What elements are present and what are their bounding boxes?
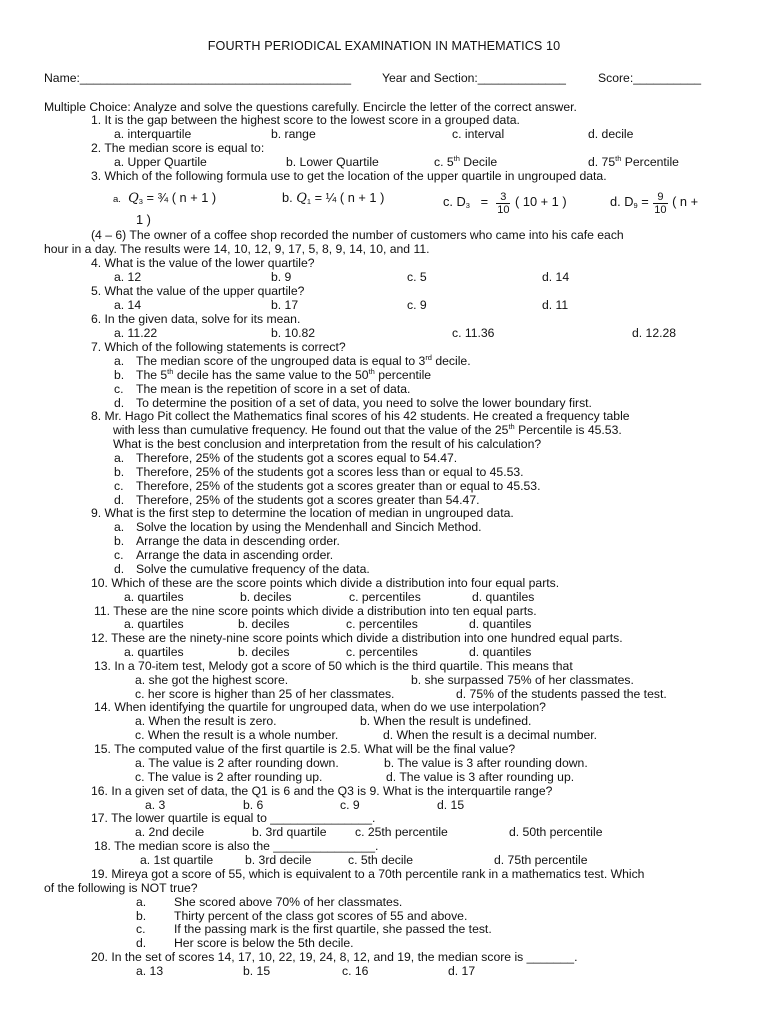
q8-option-d-letter: d. [114, 493, 125, 507]
q1-option-a: a. interquartile [114, 127, 192, 141]
q7-option-b-letter: b. [114, 368, 125, 382]
q14-option-b: b. When the result is undefined. [360, 714, 532, 728]
question-19-line-1: 19. Mireya got a score of 55, which is equivalent to a 70th percentile rank in a mathematics test. Which [91, 867, 645, 881]
q8-option-a-letter: a. [114, 451, 125, 465]
q1-option-c: c. interval [452, 127, 505, 141]
q9-option-c: Arrange the data in ascending order. [136, 548, 334, 562]
year-section-field-label: Year and Section:_____________ [382, 71, 566, 85]
q10-option-b: b. deciles [240, 590, 292, 604]
q10-option-a: a. quartiles [124, 590, 184, 604]
q17-option-c: c. 25th percentile [355, 825, 448, 839]
q15-option-c: c. The value is 2 after rounding up. [135, 770, 323, 784]
question-17: 17. The lower quartile is equal to _______________. [91, 811, 376, 825]
q11-option-d: d. quantiles [469, 617, 532, 631]
q4-option-b: b. 9 [271, 270, 292, 284]
instructions: Multiple Choice: Analyze and solve the questions carefully. Encircle the letter of the correct answer. [44, 100, 577, 114]
q12-option-c: c. percentiles [346, 645, 418, 659]
q7-option-a: The median score of the ungrouped data is equal to 3rd decile. [136, 353, 471, 368]
q13-option-b: b. she surpassed 75% of her classmates. [411, 673, 634, 687]
q18-option-c: c. 5th decile [348, 853, 414, 867]
q15-option-a: a. The value is 2 after rounding down. [135, 756, 339, 770]
q19-option-b-letter: b. [136, 909, 147, 923]
q20-option-c: c. 16 [342, 964, 369, 978]
name-field-label: Name:________________________________________ [44, 71, 352, 85]
question-2: 2. The median score is equal to: [91, 141, 265, 155]
q13-option-a: a. she got the highest score. [135, 673, 289, 687]
question-16: 16. In a given set of data, the Q1 is 6 and the Q3 is 9. What is the interquartile range? [91, 784, 553, 798]
q14-option-d: d. When the result is a decimal number. [383, 728, 598, 742]
q16-option-d: d. 15 [437, 798, 465, 812]
q6-option-c: c. 11.36 [452, 326, 495, 340]
q8-option-b-letter: b. [114, 465, 125, 479]
q20-option-d: d. 17 [448, 964, 476, 978]
q2-option-a: a. Upper Quartile [114, 155, 207, 169]
q15-option-d: d. The value is 3 after rounding up. [386, 770, 575, 784]
q6-option-b: b. 10.82 [271, 326, 316, 340]
q9-option-c-letter: c. [114, 548, 124, 562]
q9-option-b: Arrange the data in descending order. [136, 534, 340, 548]
question-4: 4. What is the value of the lower quartile? [91, 256, 315, 270]
q4-option-d: d. 14 [542, 270, 570, 284]
q7-option-c: The mean is the repetition of score in a set of data. [136, 382, 411, 396]
q18-option-b: b. 3rd decile [245, 853, 312, 867]
q3-option-d-continued: 1 ) [136, 212, 151, 227]
q17-option-b: b. 3rd quartile [252, 825, 327, 839]
q17-option-a: a. 2nd decile [135, 825, 205, 839]
q6-option-d: d. 12.28 [632, 326, 677, 340]
question-19-line-2: of the following is NOT true? [44, 881, 198, 895]
question-11: 11. These are the nine score points which divide a distribution into ten equal parts. [94, 604, 537, 618]
q6-option-a: a. 11.22 [114, 326, 158, 340]
q9-option-a-letter: a. [114, 520, 125, 534]
q2-option-b: b. Lower Quartile [286, 155, 379, 169]
question-9: 9. What is the first step to determine the location of median in ungrouped data. [91, 506, 514, 520]
q7-option-d: To determine the position of a set of data, you need to solve the lower boundary first. [136, 396, 592, 410]
q15-option-b: b. The value is 3 after rounding down. [384, 756, 588, 770]
q12-option-b: b. deciles [238, 645, 290, 659]
q5-option-c: c. 9 [407, 298, 427, 312]
q11-option-c: c. percentiles [346, 617, 418, 631]
q3-option-c: c. $D_3$ = $\frac{3}{10}$ ( 10 + 1 ) [443, 191, 567, 216]
q19-option-b: Thirty percent of the class got scores of 55 and above. [174, 909, 468, 923]
question-20: 20. In the set of scores 14, 17, 10, 22, 19, 24, 8, 12, and 19, the median score is _______. [91, 950, 578, 964]
q4-option-a: a. 12 [114, 270, 142, 284]
q18-option-d: d. 75th percentile [494, 853, 588, 867]
question-18: 18. The median score is also the _______________. [94, 839, 379, 853]
q3-option-b: b. $Q_1$ = ¼ ( n + 1 ) [282, 190, 385, 206]
q7-option-c-letter: c. [114, 382, 124, 396]
question-1: 1. It is the gap between the highest score to the lowest score in a grouped data. [91, 113, 520, 127]
q9-option-d: Solve the cumulative frequency of the data. [136, 562, 370, 576]
question-10: 10. Which of these are the score points which divide a distribution into four equal parts. [91, 576, 560, 590]
q16-option-c: c. 9 [340, 798, 360, 812]
q8-option-c-letter: c. [114, 479, 124, 493]
q16-option-b: b. 6 [243, 798, 264, 812]
q19-option-d: Her score is below the 5th decile. [174, 936, 354, 950]
question-8-line-2: with less than cumulative frequency. He found out that the value of the 25th Percentile is 45.53. [113, 422, 622, 437]
question-5: 5. What the value of the upper quartile? [91, 284, 305, 298]
q17-option-d: d. 50th percentile [509, 825, 603, 839]
score-field-label: Score:__________ [598, 71, 702, 85]
q19-option-c-letter: c. [136, 922, 146, 936]
q19-option-a: She scored above 70% of her classmates. [174, 895, 403, 909]
q14-option-c: c. When the result is a whole number. [135, 728, 339, 742]
q4-option-c: c. 5 [407, 270, 427, 284]
q8-option-a: Therefore, 25% of the students got a scores equal to 54.47. [136, 451, 458, 465]
q16-option-a: a. 3 [145, 798, 166, 812]
q2-option-d: d. 75th Percentile [588, 154, 679, 169]
question-3: 3. Which of the following formula use to get the location of the upper quartile in ungrouped data. [91, 169, 607, 183]
q8-option-c: Therefore, 25% of the students got a scores greater than or equal to 45.53. [136, 479, 541, 493]
q13-option-c: c. her score is higher than 25 of her classmates. [135, 687, 395, 701]
q20-option-a: a. 13 [136, 964, 164, 978]
q10-option-c: c. percentiles [349, 590, 421, 604]
q19-option-d-letter: d. [136, 936, 147, 950]
q8-option-d: Therefore, 25% of the students got a scores greater than 54.47. [136, 493, 480, 507]
question-14: 14. When identifying the quartile for ungrouped data, when do we use interpolation? [94, 700, 546, 714]
question-12: 12. These are the ninety-nine score points which divide a distribution into one hundred equal parts. [91, 631, 623, 645]
q13-option-d: d. 75% of the students passed the test. [456, 687, 667, 701]
fraction-9-10: $\frac{9}{10}$ [654, 191, 667, 216]
scenario-line-1: (4 – 6) The owner of a coffee shop recorded the number of customers who came into his cafe each [91, 228, 624, 242]
q20-option-b: b. 15 [243, 964, 271, 978]
question-7: 7. Which of the following statements is correct? [91, 340, 346, 354]
q12-option-a: a. quartiles [124, 645, 184, 659]
q2-option-c: c. 5th Decile [434, 154, 498, 169]
question-8-line-3: What is the best conclusion and interpretation from the result of his calculation? [113, 437, 542, 451]
q5-option-d: d. 11 [542, 298, 569, 312]
question-13: 13. In a 70-item test, Melody got a score of 50 which is the third quartile. This means that [94, 659, 573, 673]
question-6: 6. In the given data, solve for its mean. [91, 312, 301, 326]
q12-option-d: d. quantiles [469, 645, 532, 659]
q1-option-b: b. range [271, 127, 316, 141]
q18-option-a: a. 1st quartile [140, 853, 214, 867]
q7-option-b: The 5th decile has the same value to the 50th percentile [136, 367, 432, 382]
q11-option-b: b. deciles [238, 617, 290, 631]
q3-option-d: d. $D_9$ = $\frac{9}{10}$ ( n + [610, 191, 699, 216]
q8-option-b: Therefore, 25% of the students got a scores less than or equal to 45.53. [136, 465, 524, 479]
q11-option-a: a. quartiles [124, 617, 184, 631]
q1-option-d: d. decile [588, 127, 634, 141]
question-8-line-1: 8. Mr. Hago Pit collect the Mathematics final scores of his 42 students. He created a frequency table [91, 409, 630, 423]
q14-option-a: a. When the result is zero. [135, 714, 277, 728]
fraction-3-10: $\frac{3}{10}$ [497, 191, 510, 216]
q19-option-c: If the passing mark is the first quartile, she passed the test. [174, 922, 492, 936]
q19-option-a-letter: a. [136, 895, 147, 909]
q10-option-d: d. quantiles [472, 590, 535, 604]
question-15: 15. The computed value of the first quartile is 2.5. What will be the final value? [94, 742, 516, 756]
page-title: FOURTH PERIODICAL EXAMINATION IN MATHEMATICS 10 [207, 39, 561, 53]
q5-option-b: b. 17 [271, 298, 299, 312]
q5-option-a: a. 14 [114, 298, 142, 312]
q9-option-d-letter: d. [114, 562, 125, 576]
q7-option-a-letter: a. [114, 354, 125, 368]
scenario-line-2: hour in a day. The results were 14, 10, 12, 9, 17, 5, 8, 9, 14, 10, and 11. [44, 242, 430, 256]
q9-option-a: Solve the location by using the Mendenhall and Sincich Method. [136, 520, 482, 534]
q3-option-a: a. $Q_3$ = ¾ ( n + 1 ) [113, 190, 217, 206]
q7-option-d-letter: d. [114, 396, 125, 410]
q9-option-b-letter: b. [114, 534, 125, 548]
